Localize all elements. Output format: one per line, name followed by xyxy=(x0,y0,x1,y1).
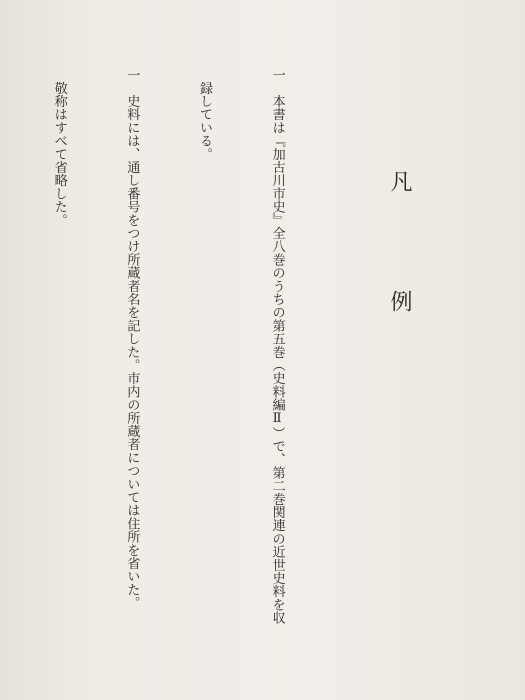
text-line: 一 史料には、通し番号をつけ所蔵者名を記した。市内の所蔵者については住所を省いた。 xyxy=(124,68,140,610)
text-line: 一 本書は『加古川市史』全八巻のうちの第五巻（史料編Ⅱ）で、第二巻関連の近世史料を収 xyxy=(269,68,285,625)
page-title: 凡 例 xyxy=(387,170,412,350)
text-line: 録している。 xyxy=(196,68,212,161)
text-line: 敬称はすべて省略した。 xyxy=(51,68,67,227)
body-text xyxy=(37,68,337,668)
